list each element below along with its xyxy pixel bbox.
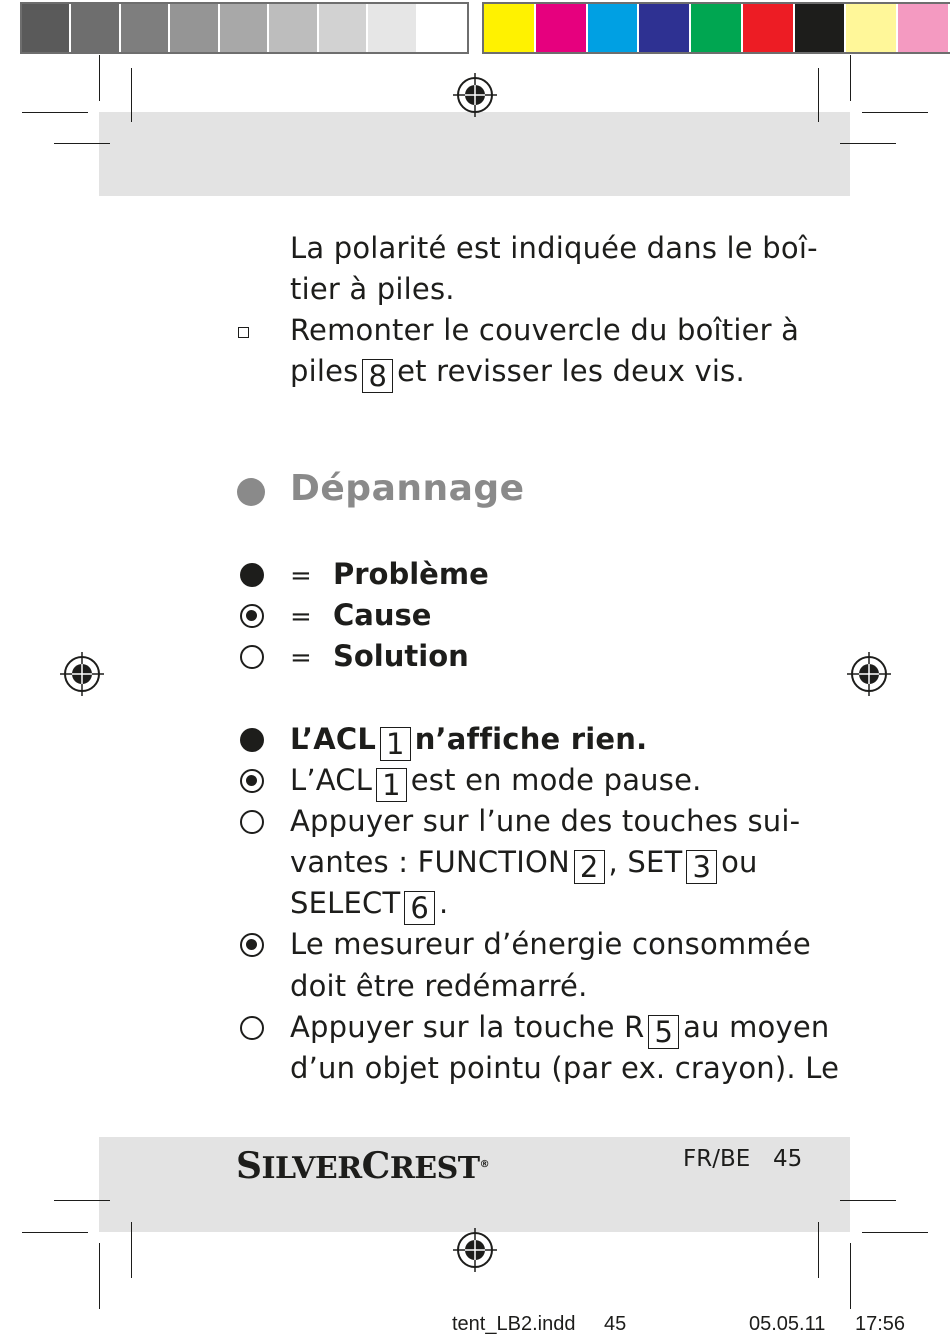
calibration-swatch	[319, 4, 368, 52]
intro-line-2: tier à piles.	[290, 272, 455, 306]
part-number-box: 2	[574, 850, 605, 884]
cause-2-line-1: Le mesureur d’énergie consommée	[290, 927, 811, 961]
cause-icon	[240, 769, 264, 793]
calibration-swatch	[484, 4, 536, 52]
solution-2-line-2: d’un objet pointu (par ex. crayon). Le	[290, 1051, 840, 1085]
calibration-swatch	[220, 4, 269, 52]
slug-time: 17:56	[855, 1313, 906, 1335]
calibration-swatch	[639, 4, 691, 52]
calibration-swatch	[22, 4, 71, 52]
step-line-2: piles 8 et revisser les deux vis.	[290, 354, 745, 393]
step-line-1: Remonter le couvercle du boîtier à	[290, 313, 800, 347]
calibration-swatch	[418, 4, 467, 52]
intro-line-1: La polarité est indiquée dans le boî-	[290, 231, 818, 265]
problem-icon	[240, 728, 264, 752]
part-number-box: 3	[686, 850, 717, 884]
calibration-swatch	[898, 4, 950, 52]
language-code: FR/BE	[683, 1146, 751, 1172]
part-number-box: 1	[380, 727, 411, 761]
calibration-swatch	[795, 4, 847, 52]
problem-title: L’ACL 1 n’affiche rien.	[290, 722, 648, 761]
cause-1: L’ACL 1 est en mode pause.	[290, 763, 702, 802]
part-number-box: 5	[648, 1015, 679, 1049]
brand-logo: SILVERCREST®	[236, 1145, 490, 1187]
calibration-swatch	[588, 4, 640, 52]
calibration-swatch	[536, 4, 588, 52]
page-number: 45	[773, 1146, 803, 1172]
gray-calibration-strip	[22, 4, 467, 52]
cause-2-line-2: doit être redémarré.	[290, 969, 588, 1003]
registration-mark-icon	[453, 73, 497, 117]
calibration-swatch	[846, 4, 898, 52]
slug-date: 05.05.11	[749, 1313, 826, 1335]
registration-mark-icon	[847, 652, 891, 696]
calibration-swatch	[269, 4, 318, 52]
solution-icon	[240, 810, 264, 834]
calibration-swatch	[71, 4, 120, 52]
solution-1-line-3: SELECT 6 .	[290, 886, 449, 925]
solution-1-line-1: Appuyer sur l’une des touches sui-	[290, 804, 801, 838]
part-number-box: 1	[376, 768, 407, 802]
calibration-swatch	[691, 4, 743, 52]
legend-equals: =	[290, 643, 312, 673]
solution-icon	[240, 645, 264, 669]
cause-icon	[240, 933, 264, 957]
registration-mark-icon	[60, 652, 104, 696]
problem-icon	[240, 563, 264, 587]
slug-filename: tent_LB2.indd	[452, 1313, 576, 1335]
registration-mark-icon	[453, 1228, 497, 1272]
header-band	[99, 112, 850, 196]
legend-equals: =	[290, 602, 312, 632]
legend-equals: =	[290, 561, 312, 591]
section-bullet-icon	[237, 478, 265, 506]
legend-problem: Problème	[333, 557, 489, 591]
cause-icon	[240, 604, 264, 628]
calibration-swatch	[121, 4, 170, 52]
color-calibration-strip	[484, 4, 950, 52]
legend-cause: Cause	[333, 598, 432, 632]
solution-2-line-1: Appuyer sur la touche R 5 au moyen	[290, 1010, 830, 1049]
calibration-swatch	[743, 4, 795, 52]
section-title: Dépannage	[290, 468, 525, 509]
part-number-box: 8	[362, 359, 393, 393]
part-number-box: 6	[404, 891, 435, 925]
slug-page: 45	[604, 1313, 627, 1335]
calibration-swatch	[170, 4, 219, 52]
solution-1-line-2: vantes : FUNCTION 2 , SET 3 ou	[290, 845, 758, 884]
calibration-swatch	[368, 4, 417, 52]
legend-solution: Solution	[333, 639, 469, 673]
square-bullet-icon	[238, 327, 249, 338]
solution-icon	[240, 1016, 264, 1040]
